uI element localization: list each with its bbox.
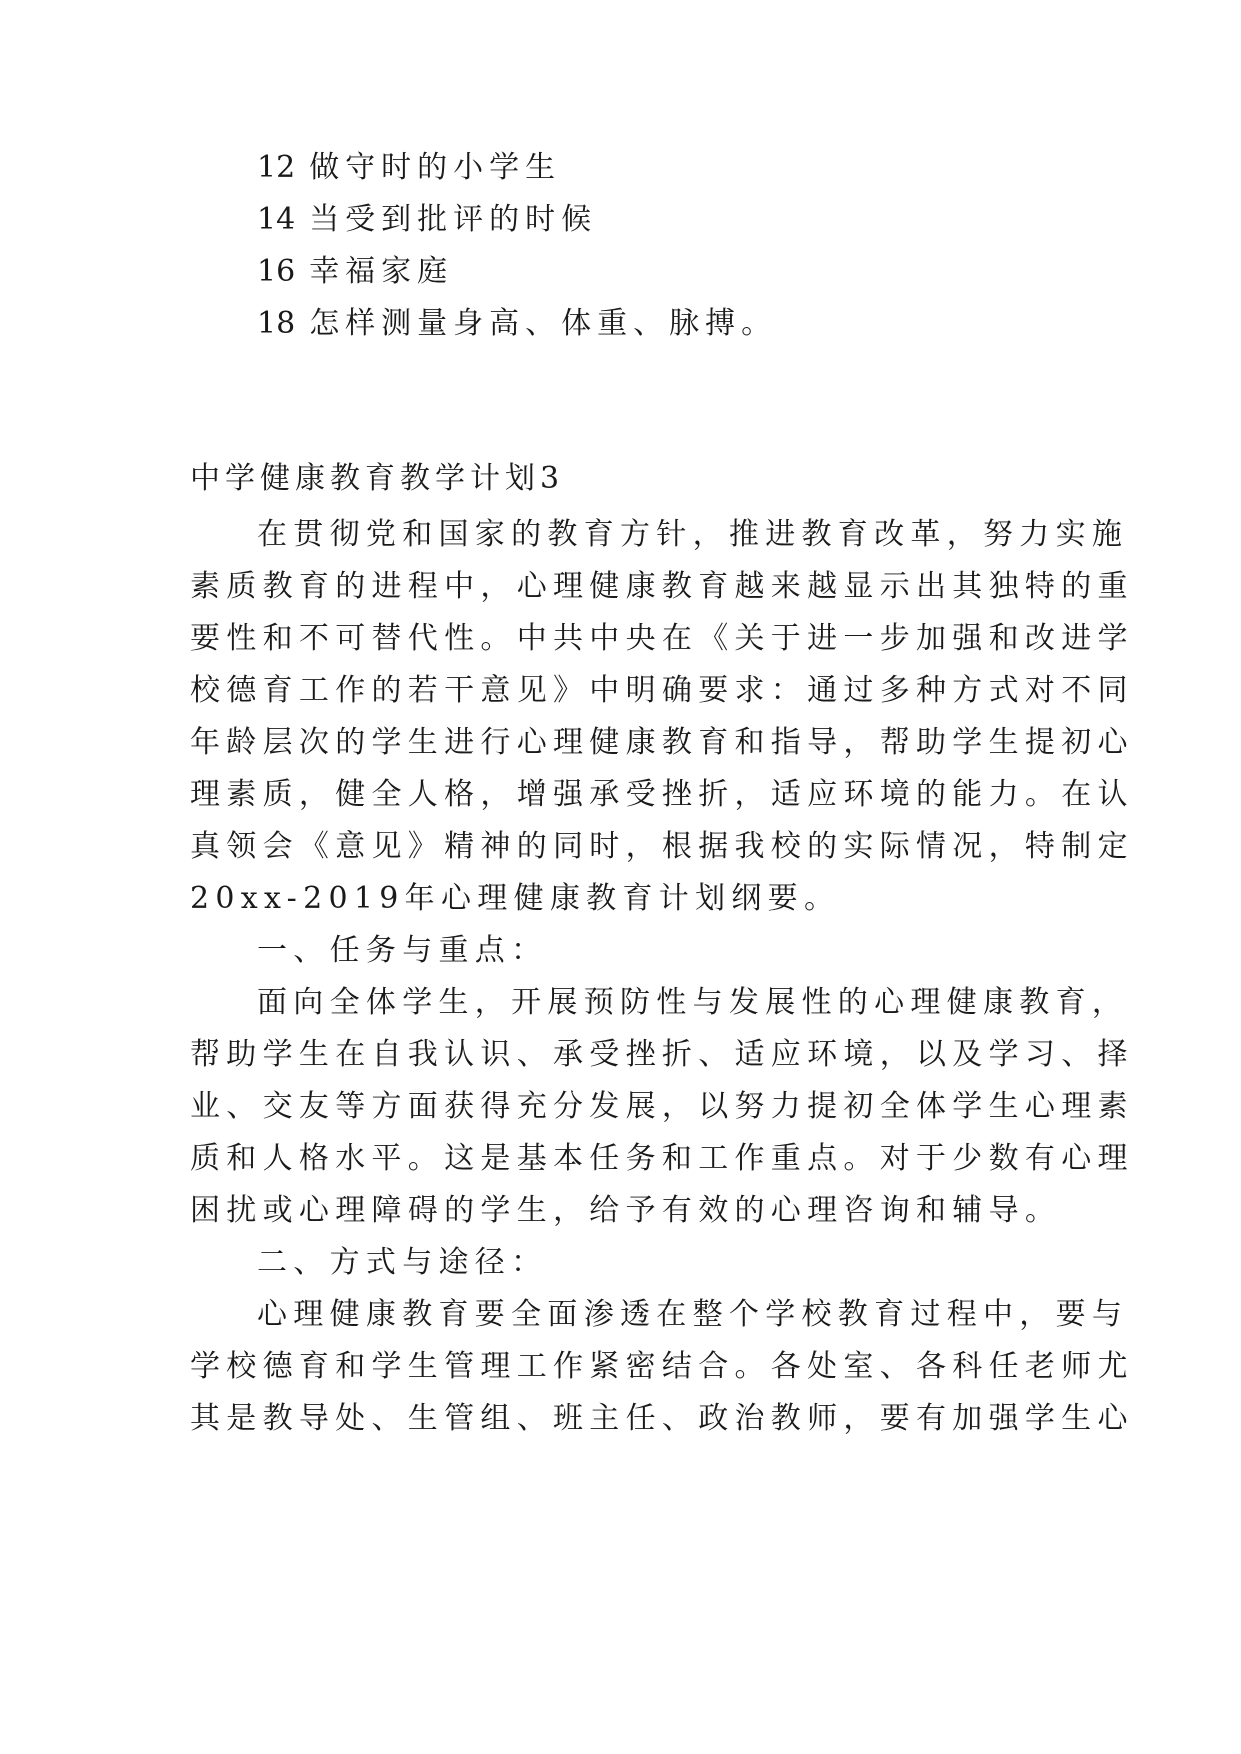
paragraph-line: 心理健康教育要全面渗透在整个学校教育过程中，要与 — [257, 1297, 1129, 1332]
list-item-text: 做守时的小学生 — [309, 150, 562, 185]
subheading: 一、任务与重点： — [257, 933, 548, 968]
paragraph-line: 其是教导处、生管组、班主任、政治教师，要有加强学生心 — [190, 1401, 1134, 1436]
paragraph-line: 困扰或心理障碍的学生，给予有效的心理咨询和辅导。 — [190, 1193, 1062, 1228]
list-item-number: 16 — [257, 254, 296, 289]
paragraph-line: 年龄层次的学生进行心理健康教育和指导，帮助学生提初心 — [190, 725, 1134, 760]
paragraph-line: 学校德育和学生管理工作紧密结合。各处室、各科任老师尤 — [190, 1349, 1134, 1384]
paragraph-line: 帮助学生在自我认识、承受挫折、适应环境，以及学习、择 — [190, 1037, 1134, 1072]
list-item — [257, 148, 561, 188]
paragraph-line: 要性和不可替代性。中共中央在《关于进一步加强和改进学 — [190, 621, 1134, 656]
paragraph-line: 在贯彻党和国家的教育方针，推进教育改革，努力实施 — [257, 517, 1129, 552]
paragraph-line: 业、交友等方面获得充分发展，以努力提初全体学生心理素 — [190, 1089, 1134, 1124]
list-item-text: 怎样测量身高、体重、脉搏。 — [309, 306, 778, 341]
list-item — [257, 200, 597, 240]
list-item-text: 幸福家庭 — [309, 254, 454, 289]
list-item-number: 14 — [257, 202, 296, 237]
list-item-text: 当受到批评的时候 — [309, 202, 598, 237]
list-item-number: 12 — [257, 150, 296, 185]
paragraph-line: 素质教育的进程中，心理健康教育越来越显示出其独特的重 — [190, 569, 1134, 604]
paragraph-line: 20xx-2019年心理健康教育计划纲要。 — [190, 881, 841, 916]
paragraph-line: 面向全体学生，开展预防性与发展性的心理健康教育， — [257, 985, 1129, 1020]
paragraph-line: 质和人格水平。这是基本任务和工作重点。对于少数有心理 — [190, 1141, 1134, 1176]
list-item-number: 18 — [257, 306, 296, 341]
list-item — [257, 252, 453, 292]
section-title: 中学健康教育教学计划3 — [190, 461, 565, 496]
paragraph-line: 真领会《意见》精神的同时，根据我校的实际情况，特制定 — [190, 829, 1134, 864]
paragraph-line: 校德育工作的若干意见》中明确要求：通过多种方式对不同 — [190, 673, 1134, 708]
subheading: 二、方式与途径： — [257, 1245, 548, 1280]
list-item — [257, 304, 777, 344]
paragraph-line: 理素质，健全人格，增强承受挫折，适应环境的能力。在认 — [190, 777, 1134, 812]
